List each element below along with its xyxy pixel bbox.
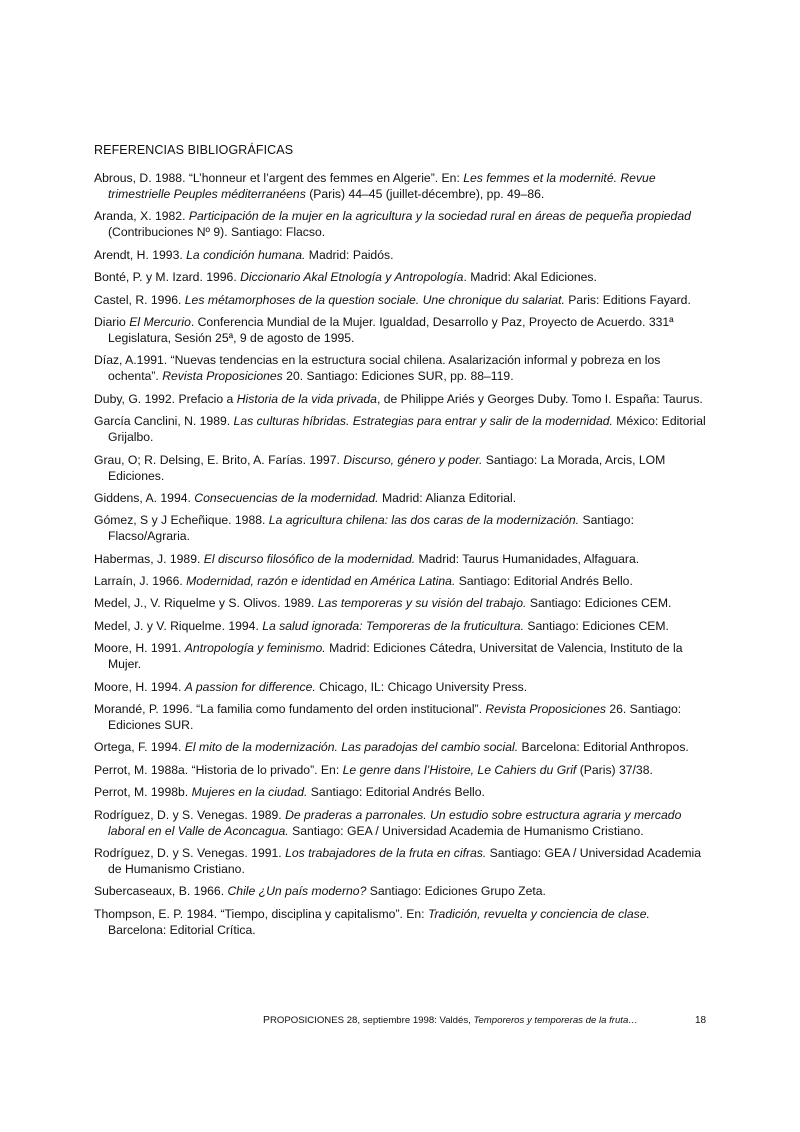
reference-text: Moore, H. 1994. (94, 679, 185, 694)
reference-entry (94, 512, 706, 544)
reference-entry (94, 170, 706, 202)
reference-text: Paris: Editions Fayard. (564, 292, 691, 307)
reference-text: Duby, G. 1992. Prefacio a (94, 391, 237, 406)
reference-text: Abrous, D. 1988. “L’honneur et l’argent des femmes en Algerie”. En: (94, 171, 464, 185)
reference-title: Las culturas híbridas. Estrategias para entrar y salir de la modernidad. (233, 414, 613, 429)
reference-entry (94, 883, 706, 899)
page-content (94, 143, 706, 944)
reference-text: Aranda, X. 1982. (94, 209, 189, 224)
reference-text: (Paris) 44–45 (juillet-décembre), pp. 49–86. (305, 187, 545, 201)
reference-title: El mito de la modernización. Las paradojas del cambio social. (184, 740, 519, 755)
reference-title: Chile ¿Un país moderno? (227, 884, 367, 899)
reference-entry (94, 739, 706, 755)
reference-title: Diccionario Akal Etnología y Antropología (240, 270, 464, 285)
reference-entry (94, 807, 706, 839)
reference-text: García Canclini, N. 1989. (94, 414, 234, 429)
reference-title: El Mercurio (129, 314, 191, 329)
reference-text: Chicago, IL: Chicago University Press. (315, 679, 528, 694)
reference-text: Ortega, F. 1994. (94, 740, 185, 755)
reference-text: . Madrid: Akal Ediciones. (463, 270, 597, 285)
reference-title: El discurso filosófico de la modernidad. (203, 551, 416, 566)
reference-entry (94, 352, 706, 384)
reference-text: Santiago: La Morada, Arcis, LOM Ediciones. (108, 452, 666, 483)
reference-text: Subercaseaux, B. 1966. (94, 884, 228, 899)
reference-text: Moore, H. 1991. (94, 641, 185, 656)
reference-text: Grau, O; R. Delsing, E. Brito, A. Farías. 1997. (94, 452, 344, 467)
reference-entry (94, 551, 706, 567)
reference-text: (Paris) 37/38. (576, 762, 653, 777)
reference-title: Modernidad, razón e identidad en América Latina. (186, 574, 456, 589)
reference-title: Tradición, revuelta y conciencia de clase. (427, 906, 650, 921)
reference-entry (94, 391, 706, 407)
reference-title: A passion for difference. (184, 679, 316, 694)
reference-title: La agricultura chilena: las dos caras de la modernización. (268, 513, 580, 528)
reference-text: Arendt, H. 1993. (94, 247, 187, 262)
reference-text: Morandé, P. 1996. “La familia como fundamento del orden institucional”. (94, 702, 486, 717)
reference-text: Santiago: Ediciones Grupo Zeta. (366, 884, 546, 899)
reference-text: Castel, R. 1996. (94, 292, 185, 307)
reference-entry (94, 701, 706, 733)
reference-text: Perrot, M. 1998b. (94, 785, 192, 800)
reference-title: La condición humana. (186, 247, 306, 262)
reference-title: De praderas a parronales. Un estudio sobre estructura agraria y mercado laboral en el Valle de Aconcagua. (108, 807, 682, 838)
reference-text: Santiago: Ediciones CEM. (523, 618, 669, 633)
reference-title: La salud ignorada: Temporeras de la fruticultura. (262, 618, 524, 633)
reference-text: Medel, J., V. Riquelme y S. Olivos. 1989. (94, 596, 318, 611)
reference-text: Santiago: Editorial Andrés Bello. (307, 785, 485, 800)
reference-text: Barcelona: Editorial Anthropos. (518, 740, 689, 755)
reference-text: Santiago: Editorial Andrés Bello. (455, 574, 633, 589)
reference-text: Madrid: Ediciones Cátedra, Universitat de Valencia, Instituto de la Mujer. (108, 641, 683, 672)
reference-text: Giddens, A. 1994. (94, 490, 195, 505)
reference-entry (94, 452, 706, 484)
reference-text: Madrid: Alianza Editorial. (378, 490, 517, 505)
page-number: 18 (695, 1015, 707, 1026)
reference-text: Rodríguez, D. y S. Venegas. 1989. (94, 807, 286, 822)
reference-text: 26. Santiago: Ediciones SUR. (108, 702, 682, 733)
reference-entry (94, 292, 706, 308)
reference-entry (94, 845, 706, 877)
reference-entry (94, 784, 706, 800)
reference-title: Revista Proposiciones (485, 702, 606, 717)
reference-text: Perrot, M. 1988a. “Historia de lo privado”. En: (94, 762, 343, 777)
reference-text: Diario (94, 314, 130, 329)
reference-title: Le genre dans l’Histoire, Le Cahiers du Grif (342, 762, 577, 777)
footer-info: 28, septiembre 1998: Valdés, (344, 1015, 474, 1026)
reference-text: Habermas, J. 1989. (94, 551, 204, 566)
reference-text: Santiago: Ediciones CEM. (526, 596, 672, 611)
reference-entry (94, 618, 706, 634)
reference-text: (Contribuciones Nº 9). Santiago: Flacso. (108, 225, 326, 240)
reference-text: Barcelona: Editorial Crítica. (108, 922, 256, 937)
reference-entry (94, 762, 706, 778)
reference-title: Revista Proposiciones (162, 369, 283, 384)
reference-text: Santiago: GEA / Universidad Academia de Humanismo Cristiano. (108, 845, 702, 876)
reference-entry (94, 906, 706, 938)
reference-title: Les métamorphoses de la question sociale. Une chronique du salariat. (184, 292, 565, 307)
references-heading: REFERENCIAS BIBLIOGRÁFICAS (94, 143, 294, 157)
reference-list (94, 170, 706, 938)
reference-title: Las temporeras y su visión del trabajo. (317, 596, 527, 611)
reference-entry (94, 314, 706, 346)
reference-entry (94, 490, 706, 506)
footer-article-title: Temporeros y temporeras de la fruta… (473, 1015, 638, 1026)
reference-text: Bonté, P. y M. Izard. 1996. (94, 270, 241, 285)
reference-entry (94, 679, 706, 695)
reference-text: , de Philippe Ariés y Georges Duby. Tomo I. España: Taurus. (376, 391, 703, 406)
reference-title: Mujeres en la ciudad. (191, 785, 308, 800)
reference-text: México: Editorial Grijalbo. (108, 414, 706, 445)
reference-text: Rodríguez, D. y S. Venegas. 1991. (94, 845, 286, 860)
reference-text: Medel, J. y V. Riquelme. 1994. (94, 618, 263, 633)
reference-entry (94, 595, 706, 611)
reference-text: 20. Santiago: Ediciones SUR, pp. 88–119. (282, 369, 514, 384)
reference-title: Les femmes et la modernité. Revue trimestrielle Peuples méditerranéens (108, 171, 656, 201)
reference-title: Historia de la vida privada (236, 391, 377, 406)
reference-text: Santiago: GEA / Universidad Academia de Humanismo Cristiano. (288, 823, 644, 838)
reference-text: Larraín, J. 1966. (94, 574, 187, 589)
reference-title: Consecuencias de la modernidad. (194, 490, 379, 505)
reference-text: Díaz, A.1991. “Nuevas tendencias en la estructura social chilena. Asalarización informal y pobreza en los ochenta”. (94, 353, 661, 384)
running-footer (263, 1015, 638, 1026)
reference-entry (94, 573, 706, 589)
reference-title: Antropología y feminismo. (184, 641, 326, 656)
reference-title: Los trabajadores de la fruta en cifras. (285, 845, 487, 860)
reference-text: Thompson, E. P. 1984. “Tiempo, disciplina y capitalismo”. En: (94, 906, 428, 921)
reference-text: Madrid: Paidós. (305, 247, 394, 262)
reference-title: Participación de la mujer en la agricultura y la sociedad rural en áreas de pequeña propiedad (188, 209, 691, 224)
reference-text: Madrid: Taurus Humanidades, Alfaguara. (415, 551, 640, 566)
reference-text: Gómez, S y J Echeñique. 1988. (94, 513, 269, 528)
reference-entry (94, 208, 706, 240)
reference-entry (94, 247, 706, 263)
reference-text: . Conferencia Mundial de la Mujer. Igualdad, Desarrollo y Paz, Proyecto de Acuerdo. 331ª Legislatura, Sesión 25ª, 9 de agosto de 1995. (108, 314, 674, 345)
reference-entry (94, 413, 706, 445)
reference-entry (94, 269, 706, 285)
footer-journal: PROPOSICIONES (263, 1015, 345, 1026)
reference-text: Santiago: Flacso/Agraria. (108, 513, 634, 544)
reference-title: Discurso, género y poder. (343, 452, 483, 467)
reference-entry (94, 640, 706, 672)
